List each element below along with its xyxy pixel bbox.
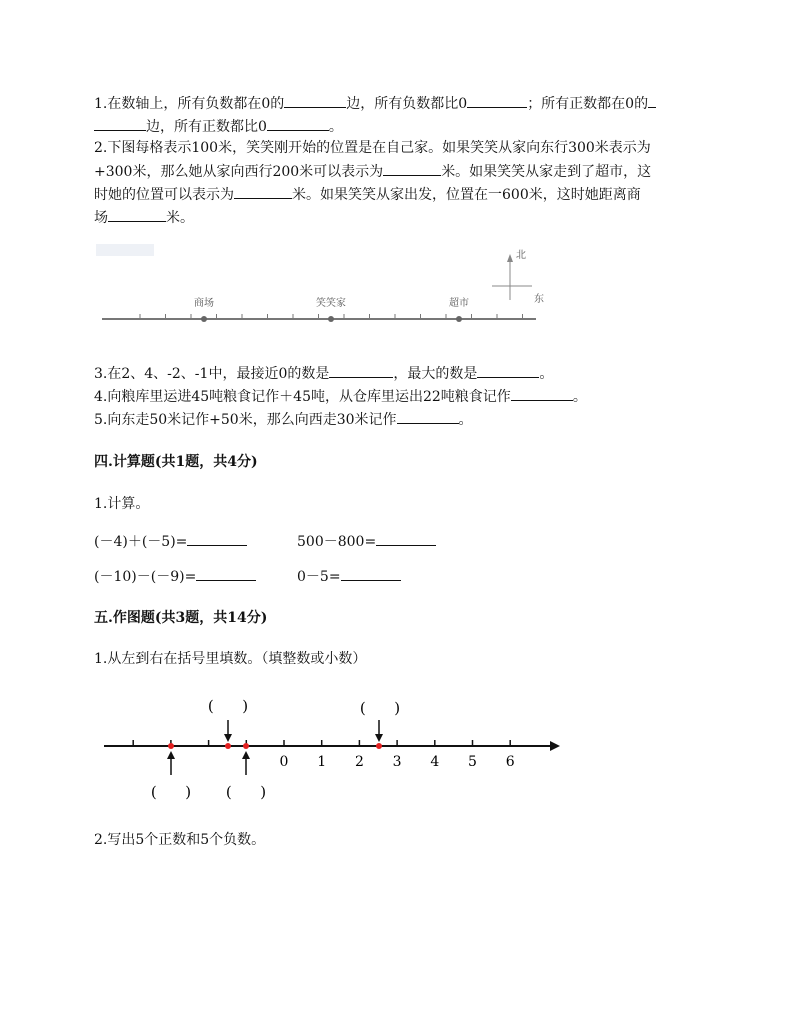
point-c	[243, 743, 249, 749]
mall-dot	[201, 316, 207, 322]
q2-text-3a: 时她的位置可以表示为	[94, 187, 234, 203]
q3-text-c: 。	[539, 366, 554, 382]
faded-logo-mark	[96, 244, 154, 256]
q2-text-2a: +300米，那么她从家向西行200米可以表示为	[94, 164, 384, 180]
q2-text-3b: 米。如果笑笑从家出发，位置在一600米，这时她距离商	[292, 187, 641, 203]
paren-above-d[interactable]: ( )	[359, 699, 401, 717]
section4-title: 四.计算题(共1题，共4分)	[94, 454, 258, 470]
expr-1-blank[interactable]	[187, 531, 247, 546]
q3-line	[94, 363, 553, 384]
section5-q1: 1.从左到右在括号里填数。（填整数或小数）	[94, 651, 367, 667]
q4-text-a: 4.向粮库里运进45吨粮食记作＋45吨，从仓库里运出22吨粮食记作	[94, 389, 511, 405]
expr-4: 0－5=	[297, 569, 341, 585]
point-a	[168, 743, 174, 749]
number-line-label: 3	[392, 754, 402, 770]
q2-text-4b: 米。	[166, 210, 194, 226]
q2-blank-1[interactable]	[383, 161, 441, 176]
q2-line3	[94, 184, 641, 205]
section5-q2: 2.写出5个正数和5个负数。	[94, 832, 266, 848]
number-line-label: 4	[430, 754, 440, 770]
q2-line2	[94, 161, 651, 182]
q1-blank-2[interactable]	[467, 93, 527, 108]
market-label: 超市	[449, 298, 469, 309]
number-line-ticks	[133, 740, 510, 746]
q2-blank-2[interactable]	[234, 184, 292, 199]
q4-line	[94, 386, 587, 407]
paren-below-a[interactable]: ( )	[150, 783, 192, 801]
point-d	[376, 743, 382, 749]
q1-blank-3[interactable]	[648, 93, 656, 108]
q1-blank-3b[interactable]	[94, 116, 146, 131]
arrow-down-icon	[224, 734, 232, 742]
q5-line	[94, 409, 473, 430]
q2-line4	[94, 207, 194, 228]
expr-row-1b	[297, 531, 436, 552]
q5-blank[interactable]	[397, 409, 459, 424]
q2-line1: 2.下图每格表示100米，笑笑刚开始的位置是在自己家。如果笑笑从家向东行300米表示为	[94, 140, 651, 156]
q1-text-3: ；所有正数都在0的	[527, 96, 649, 112]
axis-arrow-icon	[550, 741, 560, 751]
q5-text-a: 5.向东走50米记作+50米，那么向西走30米记作	[94, 412, 397, 428]
q3-blank-1[interactable]	[329, 363, 393, 378]
paren-below-c[interactable]: ( )	[225, 783, 267, 801]
arrow-up-icon	[167, 751, 175, 759]
q2-blank-3[interactable]	[108, 207, 166, 222]
q4-blank[interactable]	[511, 386, 573, 401]
q1-text-5: 。	[328, 119, 343, 135]
q3-text-a: 3.在2、4、-2、-1中，最接近0的数是	[94, 366, 330, 382]
q5-text-b: 。	[458, 412, 473, 428]
q1-blank-4[interactable]	[267, 116, 329, 131]
mall-label: 商场	[194, 298, 214, 309]
expr-row-1	[94, 531, 247, 552]
home-dot	[328, 316, 334, 322]
compass-east: 东	[534, 294, 544, 305]
market-dot	[456, 316, 462, 322]
q1-line2	[94, 116, 343, 137]
number-line-label: 5	[468, 754, 477, 770]
number-line-label: 2	[354, 754, 364, 770]
expr-2-blank[interactable]	[376, 531, 436, 546]
number-line-label: 1	[317, 754, 327, 770]
section4-q1: 1.计算。	[94, 496, 150, 512]
paren-above-b[interactable]: ( )	[207, 697, 249, 715]
expr-3-blank[interactable]	[196, 566, 256, 581]
expr-row-2b	[297, 566, 401, 587]
q1-blank-1[interactable]	[284, 93, 346, 108]
arrow-down-icon	[375, 734, 383, 742]
point-b	[225, 743, 231, 749]
compass-north: 北	[516, 250, 526, 261]
number-line-label: 0	[279, 754, 289, 770]
expr-row-2	[94, 566, 256, 587]
number-line-labels	[280, 754, 515, 770]
q1-text-4: 边，所有正数都比0	[146, 119, 267, 135]
expr-1: (－4)＋(－5)=	[94, 534, 188, 550]
q3-text-b: ，最大的数是	[393, 366, 478, 382]
expr-3: (－10)－(－9)=	[94, 569, 197, 585]
q2-text-4a: 场	[94, 210, 108, 226]
expr-2: 500－800=	[297, 534, 377, 550]
map-ticks	[140, 314, 523, 319]
q1-text-1: 1.在数轴上，所有负数都在0的	[94, 96, 285, 112]
compass-arrow-icon	[507, 254, 513, 262]
q1-line1	[94, 93, 656, 114]
q4-text-b: 。	[572, 389, 587, 405]
q3-blank-2[interactable]	[477, 363, 539, 378]
number-line-label: 6	[505, 754, 515, 770]
expr-4-blank[interactable]	[341, 566, 401, 581]
q2-text-2b: 米。如果笑笑从家走到了超市，这	[441, 164, 652, 180]
home-label: 笑笑家	[316, 298, 346, 309]
arrow-up-icon	[242, 751, 250, 759]
section5-title: 五.作图题(共3题，共14分)	[94, 610, 268, 626]
q1-text-2: 边，所有负数都比0	[346, 96, 468, 112]
